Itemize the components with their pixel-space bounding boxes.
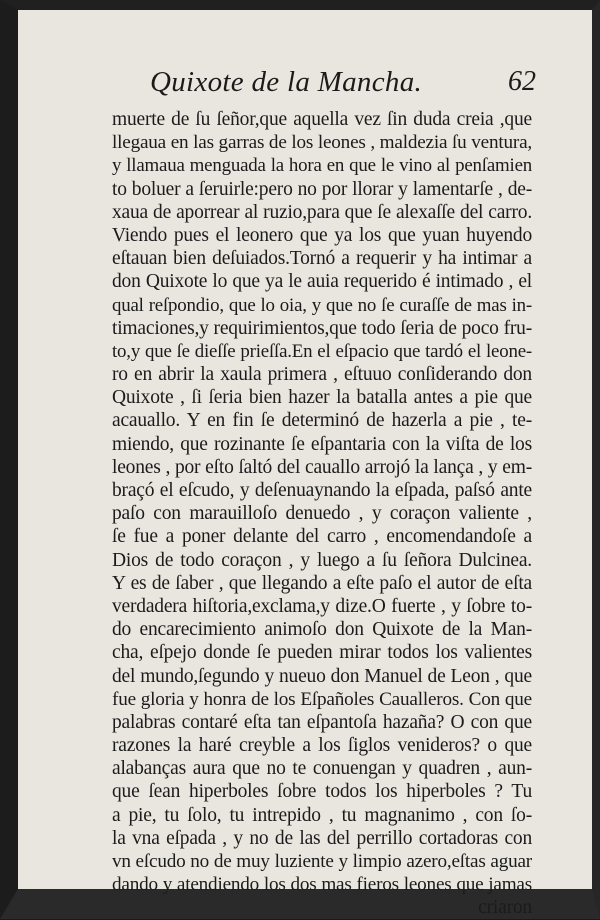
text-line: timaciones,y requirimientos,que todo ſeria de poco fru-	[112, 317, 532, 339]
text-line: fue gloria y honra de los Eſpañoles Caualleros. Con que	[112, 688, 532, 710]
text-line: alabanças aura que no te conuengan y quadren , aun-	[112, 758, 532, 780]
text-line: to boluer a ſeruirle:pero no por llorar y lamentarſe , de-	[112, 178, 532, 200]
page-content	[112, 66, 536, 920]
text-line: llegaua en las garras de los leones , maldezia ſu ventura,	[112, 132, 532, 154]
text-line: acauallo. Y en fin ſe determinó de hazerla a pie , te-	[112, 410, 532, 432]
text-line: to,y que ſe dieſſe prieſſa.En el eſpacio que tardó el leone-	[112, 340, 532, 362]
body-text	[112, 108, 532, 920]
text-line: muerte de ſu ſeñor,que aquella vez ſin duda creia ,que	[112, 109, 532, 130]
text-line: a pie, tu ſolo, tu intrepido , tu magnanimo , con ſo-	[112, 804, 532, 826]
page-number: 62	[508, 66, 536, 97]
text-line: ſe fue a poner delante del carro , encomendandoſe a	[112, 526, 532, 548]
text-line: que ſean hiperboles ſobre todos los hiperboles ? Tu	[112, 781, 532, 803]
text-line: Y es de ſaber , que llegando a eſte paſo el autor de eſta	[112, 572, 532, 594]
text-line: braçó el eſcudo, y deſenuaynando la eſpada, paſsó ante	[112, 480, 532, 501]
running-head: Quixote de la Mancha.	[150, 66, 423, 98]
text-line: y llamaua menguada la hora en que le vino al penſamien	[112, 155, 532, 177]
text-line: dando y atendiendo los dos mas fieros leones que jamas	[112, 874, 532, 896]
catchword: criaron	[478, 897, 532, 919]
text-line: qual reſpondio, que lo oia, y que no ſe curaſſe de mas in-	[112, 294, 532, 316]
text-line: la vna eſpada , y no de las del perrillo cortadoras con	[112, 827, 532, 849]
text-line: leones , por eſto ſaltó del cauallo arrojó la lança , y em-	[112, 456, 532, 478]
text-line: ro en abrir la xaula primera , eſtuuo conſiderando don	[112, 364, 532, 386]
text-line: del mundo,ſegundo y nueuo don Manuel de Leon , que	[112, 665, 532, 687]
text-line: Quixote , ſi ſeria bien hazer la batalla antes a pie que	[112, 387, 532, 409]
text-line: Dios de todo coraçon , y luego a ſu ſeñora Dulcinea.	[112, 549, 532, 571]
text-line: paſo con marauilloſo denuedo , y coraçon valiente ,	[112, 503, 532, 525]
text-line: xaua de aporrear al ruzio,para que ſe alexaſſe del carro.	[112, 201, 532, 223]
text-line: vn eſcudo no de muy luziente y limpio azero,eſtas aguar	[112, 851, 532, 872]
text-line: palabras contaré eſta tan eſpantoſa hazaña? O con que	[112, 711, 532, 733]
page-header	[112, 66, 536, 108]
text-line: eſtauan bien deſuiados.Tornó a requerir y ha intimar a	[112, 248, 532, 270]
text-line: razones la haré creyble a los ſiglos venideros? o que	[112, 735, 532, 757]
text-line: cha, eſpejo donde ſe pueden mirar todos los valientes	[112, 642, 532, 664]
text-line: verdadera hiſtoria,exclama,y dize.O fuerte , y ſobre to-	[112, 595, 532, 617]
text-line: miendo, que rozinante ſe eſpantaria con la viſta de los	[112, 433, 532, 455]
text-line: do encarecimiento animoſo don Quixote de la Man-	[112, 619, 532, 641]
text-line: don Quixote lo que ya le auia requerido é intimado , el	[112, 271, 532, 293]
text-line: Viendo pues el leonero que ya los que yuan huyendo	[112, 224, 532, 246]
